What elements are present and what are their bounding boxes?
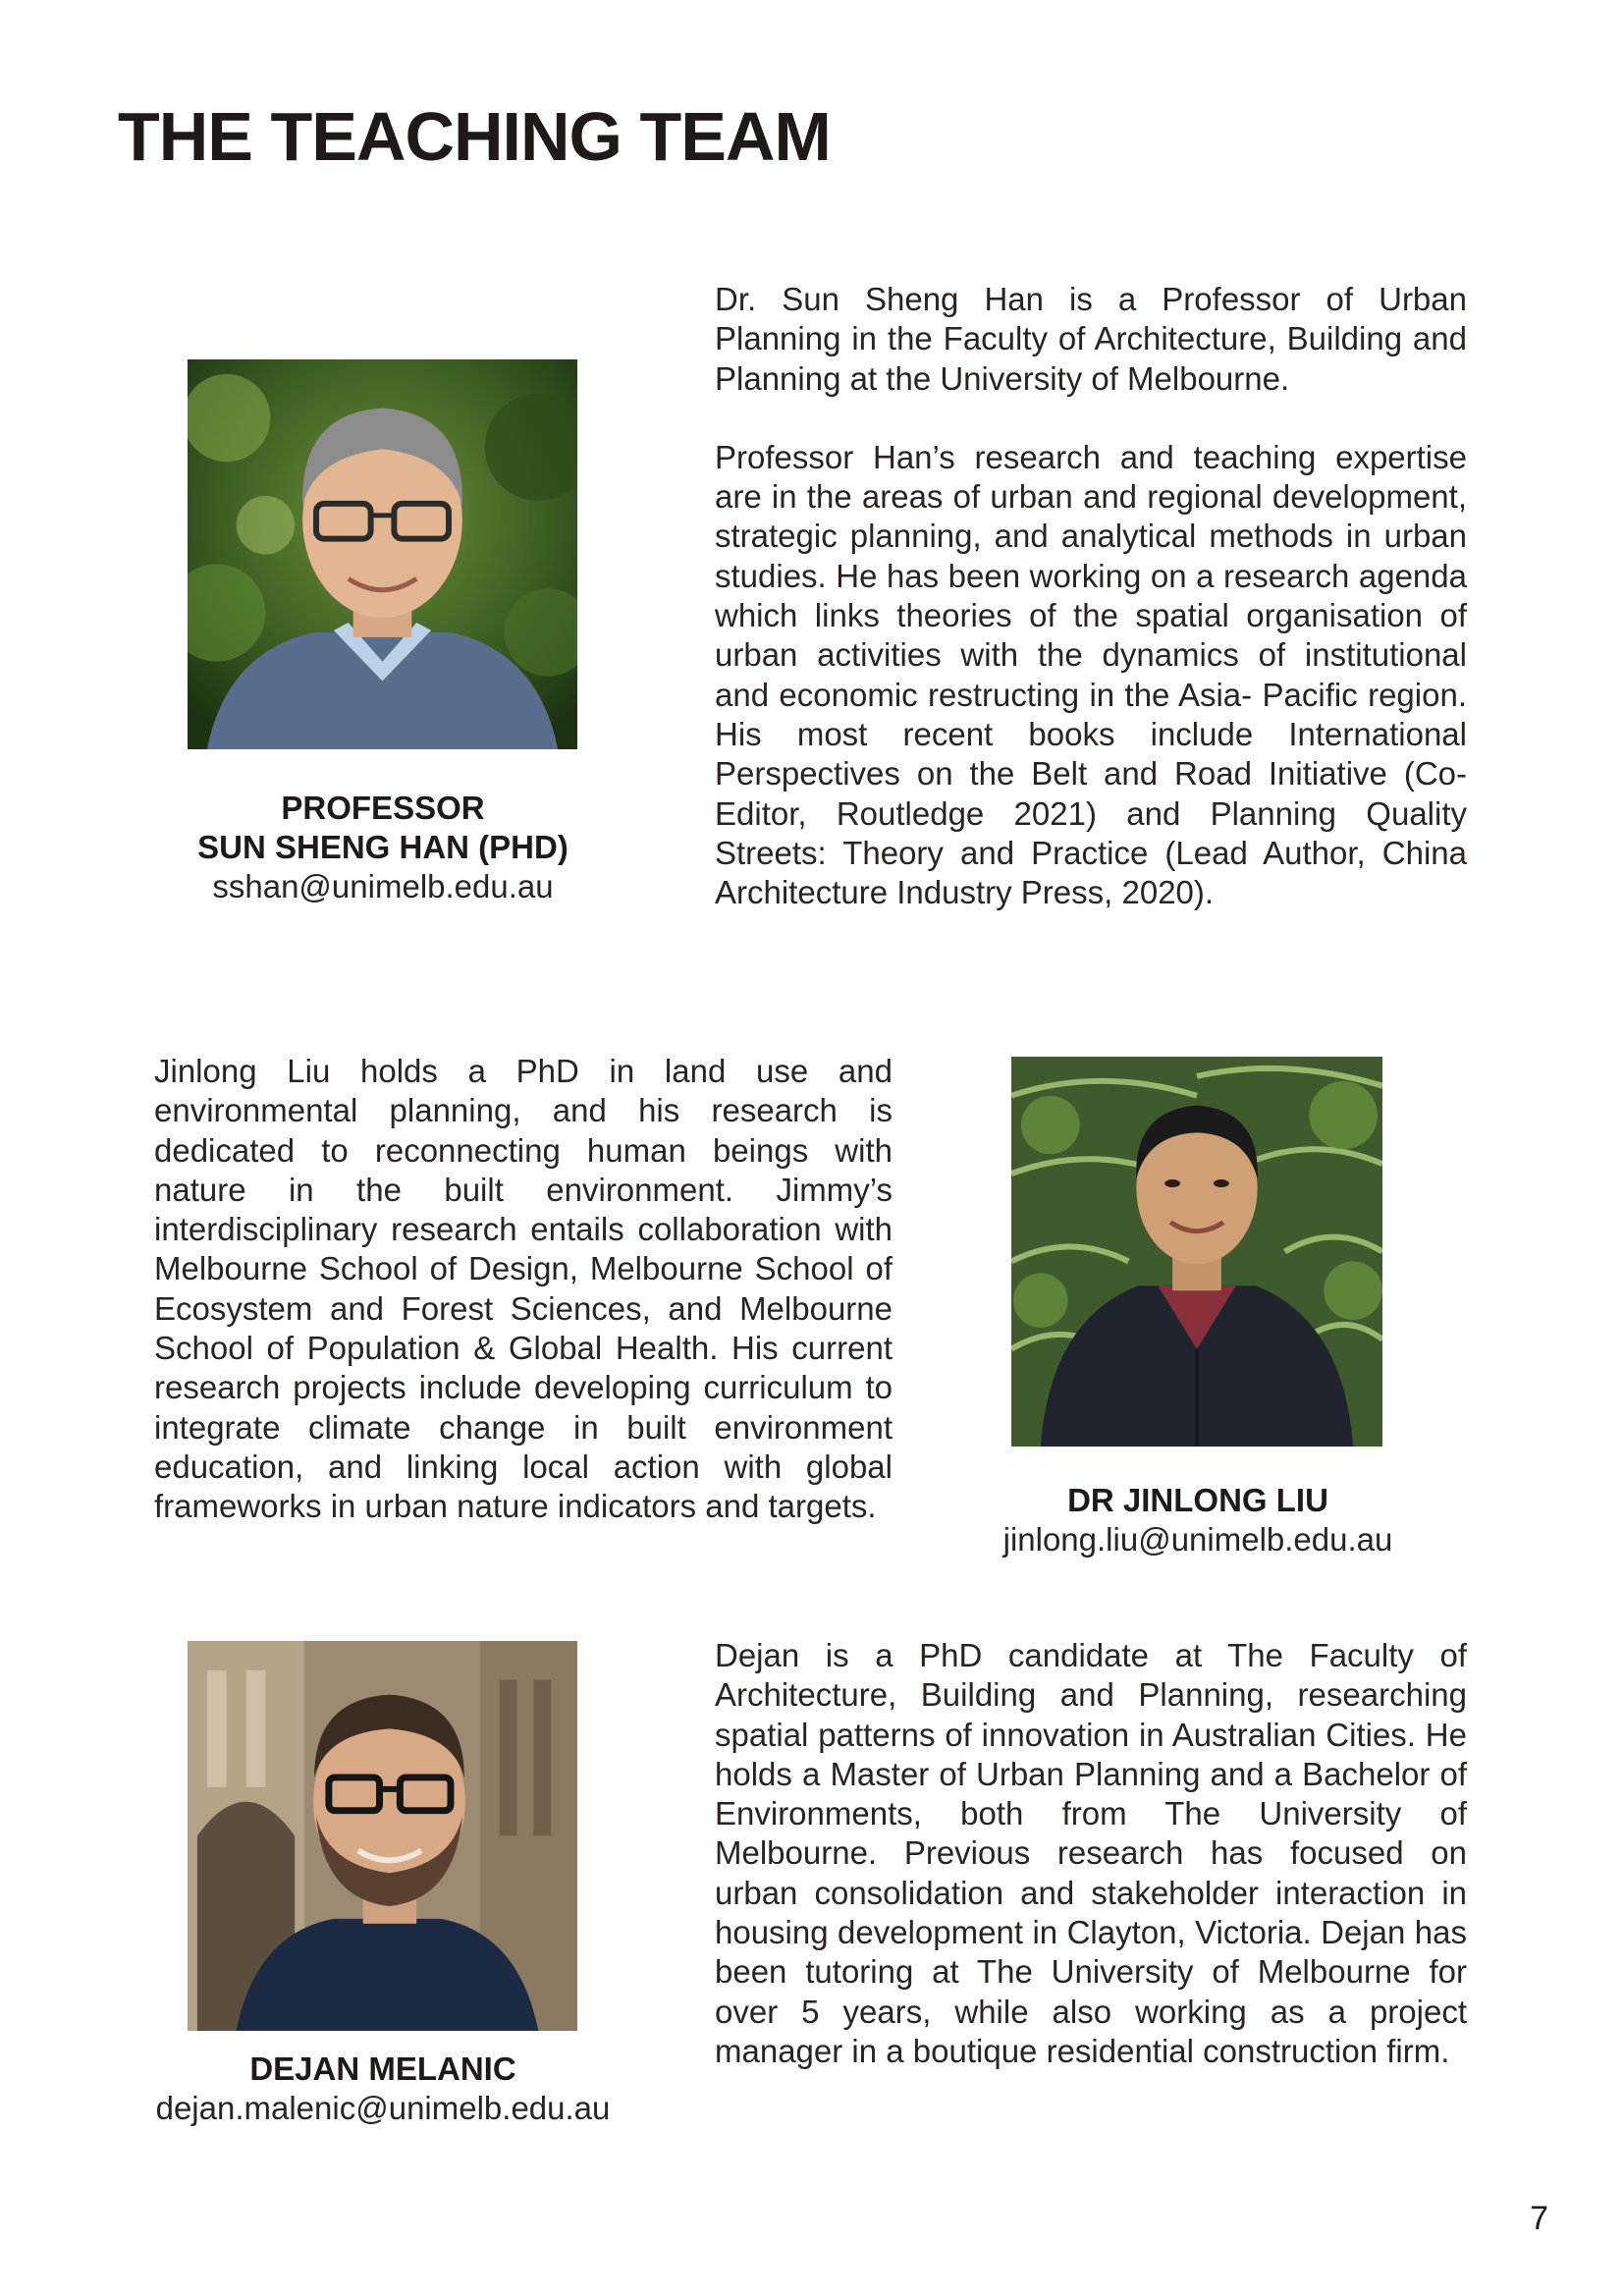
sun-sheng-han-title: PROFESSOR	[281, 790, 485, 826]
jinlong-liu-email[interactable]: jinlong.liu@unimelb.edu.au	[1002, 1521, 1393, 1558]
sun-sheng-han-name: SUN SHENG HAN (PHD)	[197, 829, 568, 865]
sun-sheng-han-bio-paragraph: Dr. Sun Sheng Han is a Professor of Urban Planning in the Faculty of Architecture, Building and Planning at the University of Melbourne.	[715, 281, 1467, 397]
sun-sheng-han-bio-paragraph: Professor Han’s research and teaching expertise are in the areas of urban and regional development, strategic planning, and analytical methods in urban studies. He has been working on a research agenda which links theories of the spatial organisation of urban activities with the dynamics of institutional and economic restructing in the Asia- Pacific region. His most recent books include International Perspectives on the Belt and Road Initiative (Co-Editor, Routledge 2021) and Planning Quality Streets: Theory and Practice (Lead Author, China Architecture Industry Press, 2020).	[715, 438, 1467, 911]
jinlong-liu-photo	[1011, 1057, 1382, 1447]
dejan-melanic-bio	[715, 1636, 1467, 2071]
dejan-melanic-name: DEJAN MELANIC	[249, 2050, 516, 2087]
sun-sheng-han-photo	[188, 359, 577, 749]
dejan-melanic-photo	[188, 1641, 577, 2031]
dejan-melanic-bio-paragraph: Dejan is a PhD candidate at The Faculty of Architecture, Building and Planning, researching spatial patterns of innovation in Australian Cities. He holds a Master of Urban Planning and a Bachelor of Environments, both from The University of Melbourne. Previous research has focused on urban consolidation and stakeholder interaction in housing development in Clayton, Victoria. Dejan has been tutoring at The University of Melbourne for over 5 years, while also working as a project manager in a boutique residential construction firm.	[715, 1637, 1467, 2069]
dejan-melanic-email[interactable]: dejan.malenic@unimelb.edu.au	[155, 2090, 611, 2126]
jinlong-liu-name: DR JINLONG LIU	[1067, 1482, 1328, 1518]
jinlong-liu-bio	[154, 1052, 893, 1527]
jinlong-liu-bio-paragraph: Jinlong Liu holds a PhD in land use and environmental planning, and his research is dedicated to reconnecting human beings with nature in the built environment. Jimmy’s interdisciplinary research entails collaboration with Melbourne School of Design, Melbourne School of Ecosystem and Forest Sciences, and Melbourne School of Population & Global Health. His current research projects include developing curriculum to integrate climate change in built environment education, and linking local action with global frameworks in urban nature indicators and targets.	[154, 1053, 893, 1525]
page-number: 7	[1530, 2200, 1548, 2237]
sun-sheng-han-caption	[147, 789, 619, 906]
page-title: THE TEACHING TEAM	[118, 98, 831, 175]
sun-sheng-han-bio	[715, 280, 1467, 912]
dejan-melanic-caption	[128, 2050, 638, 2128]
sun-sheng-han-email[interactable]: sshan@unimelb.edu.au	[212, 868, 554, 904]
jinlong-liu-caption	[972, 1481, 1424, 1559]
